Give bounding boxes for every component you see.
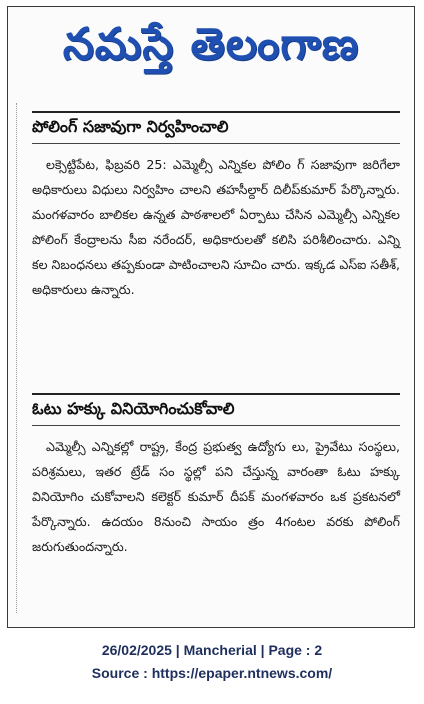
article-body: ఎమ్మెల్సీ ఎన్నికల్లో రాష్ట్ర, కేంద్ర ప్రభుత్వ ఉద్యోగు లు, ప్రైవేటు సంస్థలు, పరిశ్రమలు, ఇతర ట్రేడ్ సం స్థల్లో పని చేస్తున్న వారంతా ఓటు హక్కు వినియోగిం చుకోవాలని కలెక్టర్ కుమార్ దీపక్ మంగళవారం ఒక ప్రకటనలో పేర్కొన్నారు. ఉదయం 8నుంచి సాయం త్రం 4గంటల వరకు పోలింగ్ జరుగుతుందన్నారు. (32, 439, 400, 554)
masthead (8, 7, 414, 93)
article-polling (32, 111, 400, 302)
article-headline: ఓటు హక్కు వినియోగించుకోవాలి (32, 393, 400, 426)
footer-source: Source : https://epaper.ntnews.com/ (91, 665, 333, 681)
masthead-title: నమస్తే తెలంగాణ (62, 19, 360, 70)
column-divider (16, 103, 17, 613)
article-body: లక్సెట్టిపేట, ఫిబ్రవరి 25: ఎమ్మెల్సీ ఎన్నికల పోలిం గ్ సజావుగా జరిగేలా అధికారులు విధులు నిర్వహిం చాలని తహసీల్దార్ దిలీప్‌కుమార్ పేర్కొన్నారు. మంగళవారం బాలికల ఉన్నత పాఠశాలలో ఏర్పాటు చేసిన ఎమ్మెల్సీ ఎన్నికల పోలింగ్ కేంద్రాలను సీఐ నరేందర్, అధికారులతో కలిసి పరిశీలించారు. ఎన్ని కల నిబంధనలు తప్పకుండా పాటించాలని సూచిం చారు. ఇక్కడ ఎస్‌ఐ సతీశ్, అధికారులు ఉన్నారు. (32, 157, 400, 297)
article-vote (32, 393, 400, 559)
newspaper-clipping (7, 6, 415, 628)
footer-date-edition: 26/02/2025 | Mancherial | Page : 2 (101, 642, 323, 658)
article-headline: పోలింగ్ సజావుగా నిర్వహించాలి (32, 111, 400, 144)
